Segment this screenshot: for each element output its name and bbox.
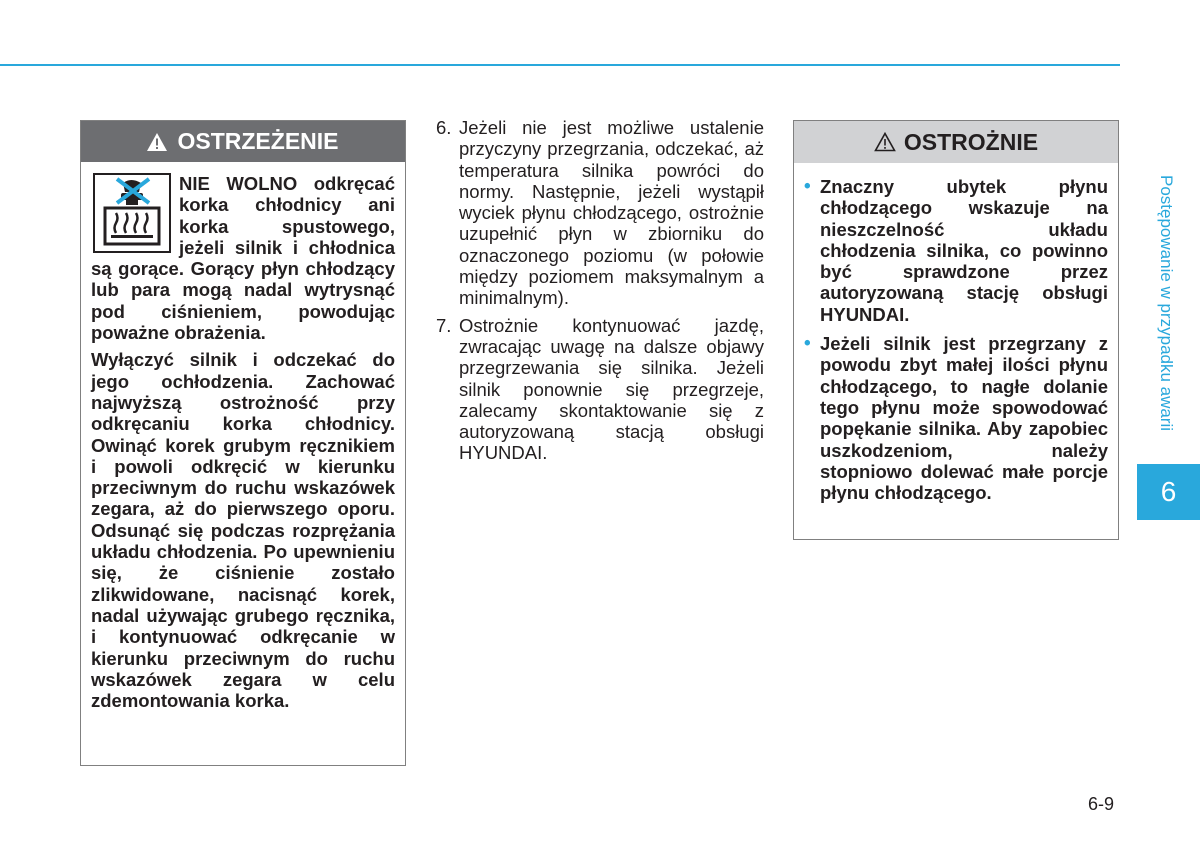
bullet-dot-icon: •	[804, 333, 811, 355]
caution-bullet-text: Jeżeli silnik jest przegrzany z powodu zbyt małej ilości płynu chłodzącego, to nagłe dolanie tego płynu może spowodować popękanie silnika. Aby zapobiec uszkodzeniom, należy stopniowo dolewać małe porcje płynu chłodzącego.	[820, 333, 1108, 504]
procedure-steps	[436, 117, 764, 470]
caution-triangle-icon	[874, 132, 896, 152]
step-text: Jeżeli nie jest możliwe ustalenie przyczyny przegrzania, odczekać, aż temperatura silnika powróci do normy. Następnie, jeżeli wystąpił wyciek płynu chłodzącego, ostrożnie uzupełnić płyn w zbiorniku do oznaczonego poziomu (w połowie między poziomem maksymalnym a minimalnym).	[459, 117, 764, 309]
step-7	[436, 315, 764, 464]
radiator-cap-hazard-icon	[93, 173, 171, 253]
warning-header	[81, 121, 405, 162]
page-number: 6-9	[1088, 794, 1115, 814]
chapter-side-title	[1146, 175, 1186, 445]
caution-body	[794, 163, 1118, 503]
bullet-dot-icon: •	[804, 176, 811, 197]
chapter-number-tab: 6	[1137, 464, 1200, 520]
caution-box	[793, 120, 1119, 540]
warning-body	[81, 162, 405, 711]
caution-bullet-text: Znaczny ubytek płynu chłodzącego wskazuje na nieszczelność układu chłodzenia silnika, co powinno być sprawdzone przez autoryzowaną stację obsługi HYUNDAI.	[820, 176, 1108, 325]
step-text: Ostrożnie kontynuować jazdę, zwracając uwagę na dalsze objawy przegrzewania się silnika. Jeżeli silnik ponownie się przegrzeje, zalecamy skontaktowanie się z autoryzowaną stacją obsługi HYUNDAI.	[459, 314, 764, 464]
step-6	[436, 117, 764, 309]
caution-bullet	[804, 333, 1108, 503]
top-accent-rule	[0, 64, 1120, 66]
warning-paragraph-2: Wyłączyć silnik i odczekać do jego ochłodzenia. Zachować najwyższą ostrożność przy odkręcaniu korka chłodnicy. Owinąć korek grubym ręcznikiem i powoli odkręcić w kierunku przeciwnym do ruchu wskazówek zegara, aż do pierwszego oporu. Odsunąć się podczas rozprężania układu chłodzenia. Po upewnieniu się, że ciśnienie zostało zlikwidowane, nacisnąć korek, nadal używając grubego ręcznika, i kontynuować odkręcanie w kierunku przeciwnym do ruchu wskazówek zegara w celu zdemontowania korka.	[91, 349, 395, 712]
warning-triangle-icon	[147, 133, 167, 151]
caution-header	[794, 121, 1118, 163]
step-number: 6.	[436, 117, 452, 138]
caution-bullet	[804, 176, 1108, 325]
warning-title: OSTRZEŻENIE	[177, 128, 339, 154]
warning-paragraph-1: NIE WOLNO odkręcać korka chłodnicy ani korka spustowego, jeżeli silnik i chłodnica są gorące. Gorący płyn chłodzący lub para mogą nadal wytrysnąć pod ciśnieniem, powodując poważne obrażenia.	[91, 173, 395, 344]
step-number: 7.	[436, 314, 452, 336]
caution-title: OSTROŻNIE	[903, 128, 1039, 155]
warning-box	[80, 120, 406, 766]
chapter-side-title-text: Postępowanie w przypadku awarii	[1157, 175, 1176, 432]
